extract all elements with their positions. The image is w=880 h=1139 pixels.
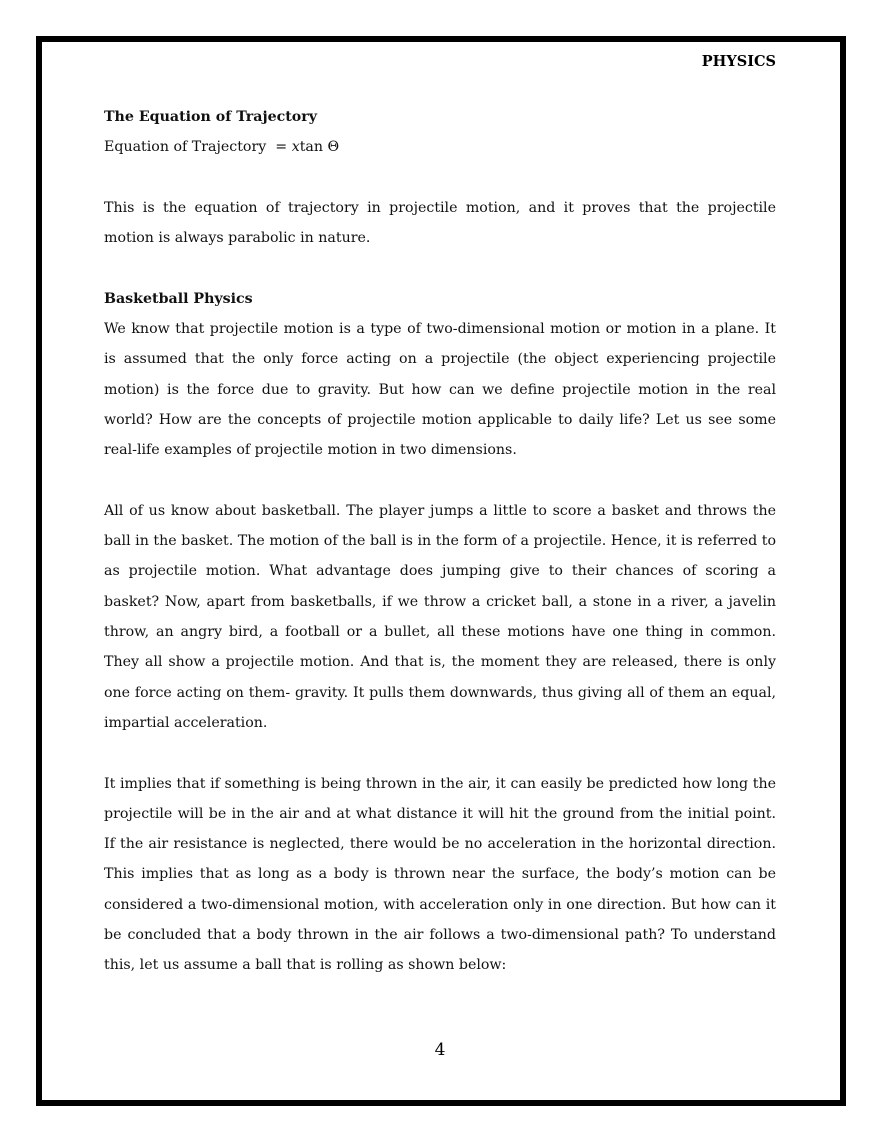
equation-label: Equation of Trajectory (104, 139, 267, 156)
equation-equals: = (275, 139, 288, 156)
page-number: 4 (434, 1040, 446, 1060)
equation-variable: x (291, 139, 300, 156)
section-heading-basketball: Basketball Physics (104, 290, 253, 307)
basketball-paragraph-1: We know that projectile motion is a type of two-dimensional motion or motion in a plane. It is assumed that the only force acting on a projectile (the object experiencing projectile motion) is the force due to gravity. But how can we define projectile motion in the real world? How are the concepts of projectile motion applicable to daily life? Let us see some real-life examples of projectile motion in two dimensions. (104, 321, 776, 459)
basketball-paragraph-2: All of us know about basketball. The player jumps a little to score a basket and throws the ball in the basket. The motion of the ball is in the form of a projectile. Hence, it is referred to as projectile motion. What advantage does jumping give to their chances of scoring a basket? Now, apart from basketballs, if we throw a cricket ball, a stone in a river, a javelin throw, an angry bird, a football or a bullet, all these motions have one thing in common. They all show a projectile motion. And that is, the moment they are released, there is only one force acting on them- gravity. It pulls them downwards, thus giving all of them an equal, impartial acceleration. (104, 502, 776, 731)
page-header: PHYSICS (701, 53, 776, 70)
basketball-paragraph-3: It implies that if something is being thrown in the air, it can easily be predicted how long the projectile will be in the air and at what distance it will hit the ground from the initial point. If the air resistance is neglected, there would be no acceleration in the horizontal direction. This implies that as long as a body is thrown near the surface, the body’s motion can be considered a two-dimensional motion, with acceleration only in one direction. But how can it be concluded that a body thrown in the air follows a two-dimensional path? To understand this, let us assume a ball that is rolling as shown below: (104, 775, 776, 974)
spacer (104, 738, 776, 768)
equation-rest: tan Θ (299, 139, 340, 156)
spacer (104, 253, 776, 283)
document-body (104, 102, 776, 981)
trajectory-equation (104, 132, 776, 162)
spacer (104, 466, 776, 496)
spacer (104, 163, 776, 193)
section-heading-trajectory: The Equation of Trajectory (104, 109, 317, 125)
trajectory-paragraph: This is the equation of trajectory in projectile motion, and it proves that the projectile motion is always parabolic in nature. (104, 199, 776, 247)
